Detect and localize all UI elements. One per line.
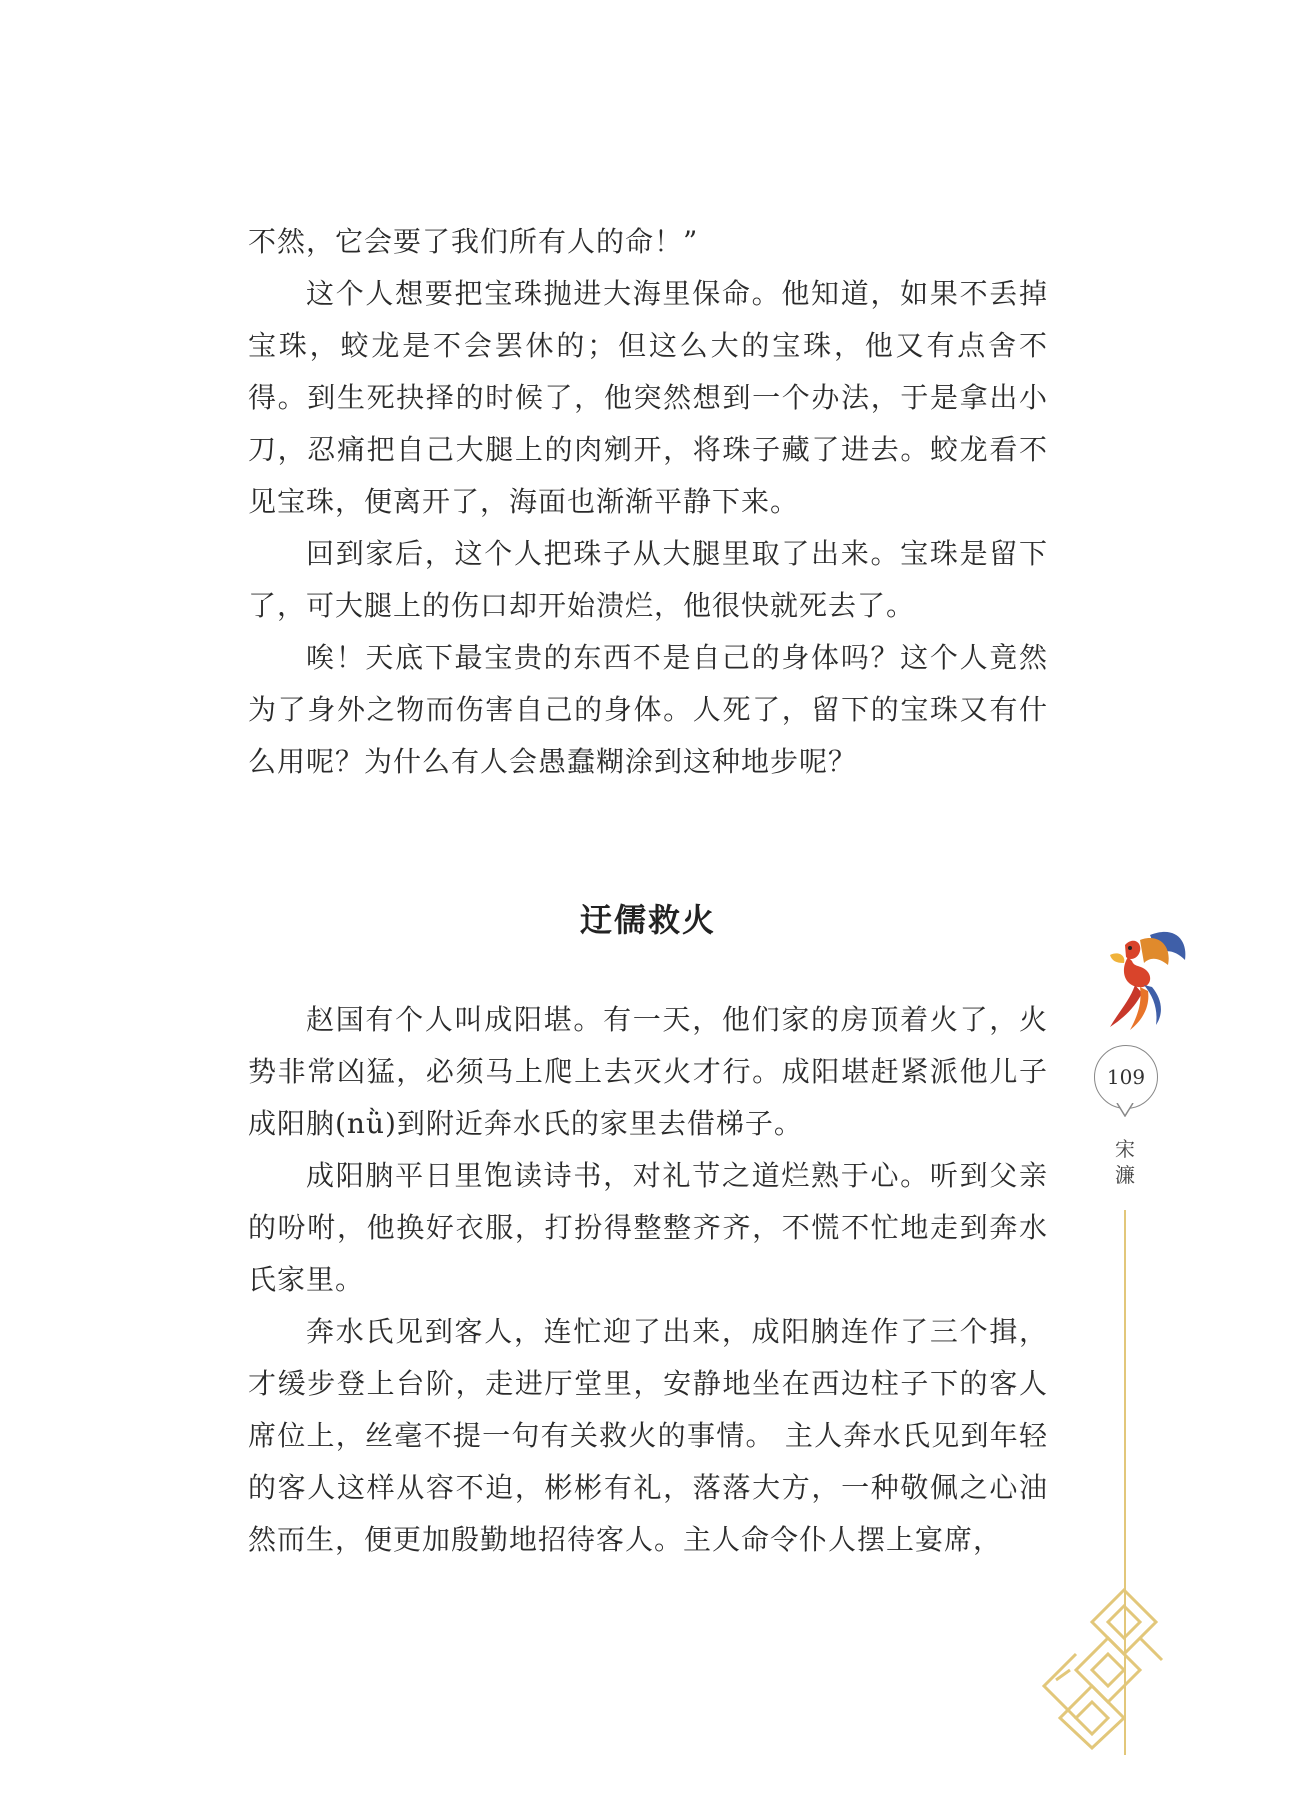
paragraph: 不然，它会要了我们所有人的命！” (248, 225, 699, 258)
author-name: 宋濂 (1115, 1137, 1135, 1187)
paragraph: 成阳朒平日里饱读诗书，对礼节之道烂熟于心。听到父亲的吩咐，他换好衣服，打扮得整整齐齐，不慌不忙地走到奔水氏家里。 (248, 1159, 1048, 1296)
badge-pointer-icon (1116, 1103, 1134, 1117)
section-title: 迂儒救火 (579, 901, 716, 939)
paragraph: 赵国有个人叫成阳堪。有一天，他们家的房顶着火了，火势非常凶猛，必须马上爬上去灭火才行。成阳堪赶紧派他儿子成阳朒(nǜ)到附近奔水氏的家里去借梯子。 (248, 1003, 1048, 1140)
paragraph: 唉！天底下最宝贵的东西不是自己的身体吗？这个人竟然为了身外之物而伤害自己的身体。人死了，留下的宝珠又有什么用呢？为什么有人会愚蠢糊涂到这种地步呢？ (248, 641, 1048, 778)
endless-knot-ornament-icon (1036, 1580, 1166, 1750)
paragraph: 回到家后，这个人把珠子从大腿里取了出来。宝珠是留下了，可大腿上的伤口却开始溃烂，他很快就死去了。 (248, 537, 1048, 622)
phoenix-illustration-icon (1080, 915, 1190, 1035)
paragraph: 奔水氏见到客人，连忙迎了出来，成阳朒连作了三个揖，才缓步登上台阶，走进厅堂里，安静地坐在西边柱子下的客人席位上，丝毫不提一句有关救火的事情。 主人奔水氏见到年轻的客人这样从容不迫，彬彬有礼，落落大方，一种敬佩之心油然而生，便更加殷勤地招待客人。主人命令仆人摆上宴席， (248, 1315, 1048, 1556)
page-number: 109 (1106, 1065, 1146, 1089)
paragraph: 这个人想要把宝珠抛进大海里保命。他知道，如果不丢掉宝珠，蛟龙是不会罢休的；但这么大的宝珠，他又有点舍不得。到生死抉择的时候了，他突然想到一个办法，于是拿出小刀，忍痛把自己大腿上的肉剜开，将珠子藏了进去。蛟龙看不见宝珠，便离开了，海面也渐渐平静下来。 (248, 277, 1048, 518)
section-text-block (248, 994, 1048, 1566)
page-number-badge (1094, 1045, 1158, 1109)
top-text-block (248, 216, 1048, 788)
